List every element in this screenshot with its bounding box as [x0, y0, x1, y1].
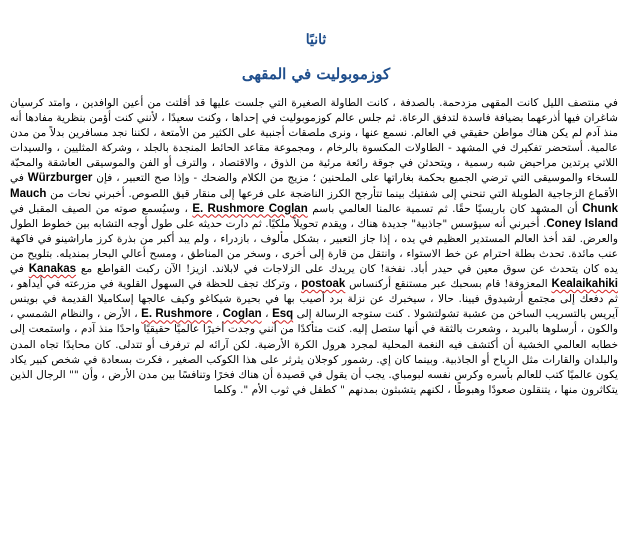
text-run: ، وسيُسمع صوته من الصيف المقبل في: [10, 202, 193, 215]
text-run: ، الأرض ، والنظام الشمسي ، والكون ، أرسلوها بالبريد ، وشعرت بالثقة في أنها ستصل إليه. كنت متأكدًا من أنني وجدت أخيرًا عالميًا حقيقيًا واحدًا منذ آدم ، واستمعت إلى خطابه العالمي الخشية أن أكتشف فيه النغمة المحلية لمجرد هرول الكرة الأرضية. لكن آرائه لم ترفرف أو تتدلى. كان محايدًا تجاه المدن والبلدان والقارات مثل الرياح أو الجاذبية. وبينما كان إي. رشمور كوجلان يثرثر على هذا الكوكب الصغير ، فكرت بسعادة في شخص كبير يكاد يكون عالميًا كتب للعالم بأسره وكرس نفسه لبومباي. يجب أن يقول في قصيدة أن هناك فخرًا وتنافسًا بين مدن الأرض ، وأن "" الرجال الذين يتكاثرون منها ، يتنقلون صعودًا وهبوطًا ، لكنهم يتشبثون بمدنهم " كطفل في ثوب الأم ". وكلما: [10, 308, 618, 396]
latin-term: E. Rushmore Coglan: [192, 202, 308, 215]
latin-term: postoak: [301, 278, 346, 291]
text-run: . أخبرني أنه سيؤسس "جاذبية" جديدة هناك ، ويقدم تحويلاً ملكيًا. ثم دارت حديثه على طول أوجه التشابه بين خطوط الطول والعرض. لقد أخذ العالم المستدير العظيم في يده ، إذا جاز التعبير ، بشكل مألوف ، بازدراء ، ولم يبد أكبر من بذرة كرز ماراشينو في فاكهة عنب مائدة. تحدث بطلة احترام عن خط الاستواء ، وانتقل من قارة إلى أخرى ، وسخر من المناطق ، ومسح أعالي البحار بمنديله. بتلويح من يده كان يتحدث عن سوق معين في حيدر أباد. نفخة! كان يريدك على الزلاجات في لابلاند. ازيز! الآن ركبت القواطع مع: [10, 217, 618, 276]
text-run: ،: [261, 308, 273, 321]
section-number: ثانيًا: [305, 32, 327, 48]
latin-term: Kanakas: [28, 263, 77, 276]
latin-term: Esq: [272, 308, 294, 321]
latin-term: Coney Island: [546, 217, 618, 230]
latin-term: Coglan: [222, 308, 262, 321]
latin-term: Kealaikahiki: [551, 278, 618, 291]
text-run: في منتصف الليل كانت المقهى مزدحمة. بالصدفة ، كانت الطاولة الصغيرة التي جلست عليها قد أفلتت من أعين الوافدين ، وامتد كرسيان شاغران فيها أذرعهما بضيافة فاسدة لتدفق الرعاة. ثم جلس عالم كوزموبوليت في إحداها ، وكنت سعيدًا ، لأنني كنت أؤمن بنظرية مفادها أنه منذ آدم لم يكن هناك مواطن حقيقي في العالم. نسمع عنها ، ونرى ملصقات أجنبية على الكثير من الأمتعة ، لكننا نجد مسافرين بدلاً من مدن عالمية. أستحضر تفكيرك في المشهد - الطاولات المكسوة بالرخام ، ومجموعة مقاعد الحائط المنجدة بالجلد ، وشركة المثليين ، والسيدات اللاتي يرتدين مراحيض شبه رسمية ، ويتحدثن في جوقة رائعة مرئية من الذوق ، والاقتصاد ، والترف أو الفن والموسيقى العاشقة والمحبّة للسخاء والموسيقى التي ترضي الجميع بحكمة بغاراتها على الملحنين ؛ مزيج من الكلام والضحك - وإذا صح التعبير ، فإن: [10, 97, 618, 185]
latin-term: E. Rushmore: [141, 308, 213, 321]
latin-term: Würzburger: [27, 172, 93, 185]
text-run: ، وتركك تجف للحظة في السهول القلوية في مزرعته في أيداهو ، ثم دفعك إلى مجتمع أرشيدوق فيينا. حالا ، سيخبرك عن نزلة برد أصيب بها في بحيرة شيكاغو وكيف عالجها إسكاميلا القديمة في بوينس آيريس بالتسريب الساخن من عشبة تشولتشولا . كنت ستوجه الرسالة إلى: [10, 278, 619, 321]
text-run: أن المشهد كان باريسيًا حقًا. ثم تسمية عالمنا العالمي باسم: [307, 202, 583, 215]
latin-term: Mauch Chunk: [10, 187, 618, 215]
text-run: ،: [212, 308, 223, 321]
text-run: المعزوفة! قام بسحبك عبر مستنقع أركنساس: [345, 278, 552, 291]
body-text: [10, 96, 618, 398]
paragraph: [10, 96, 618, 398]
text-run: في: [10, 263, 29, 276]
chapter-title: كوزموبوليت في المقهى: [241, 65, 391, 83]
text-run: في الأقماع الزجاجية الطويلة التي تنحني إلى شفتيك بينما تتأرجح الكرز الناضجة على فرعها إلى منقار قيق اللصوص. أخبرني نحات من: [10, 172, 618, 200]
